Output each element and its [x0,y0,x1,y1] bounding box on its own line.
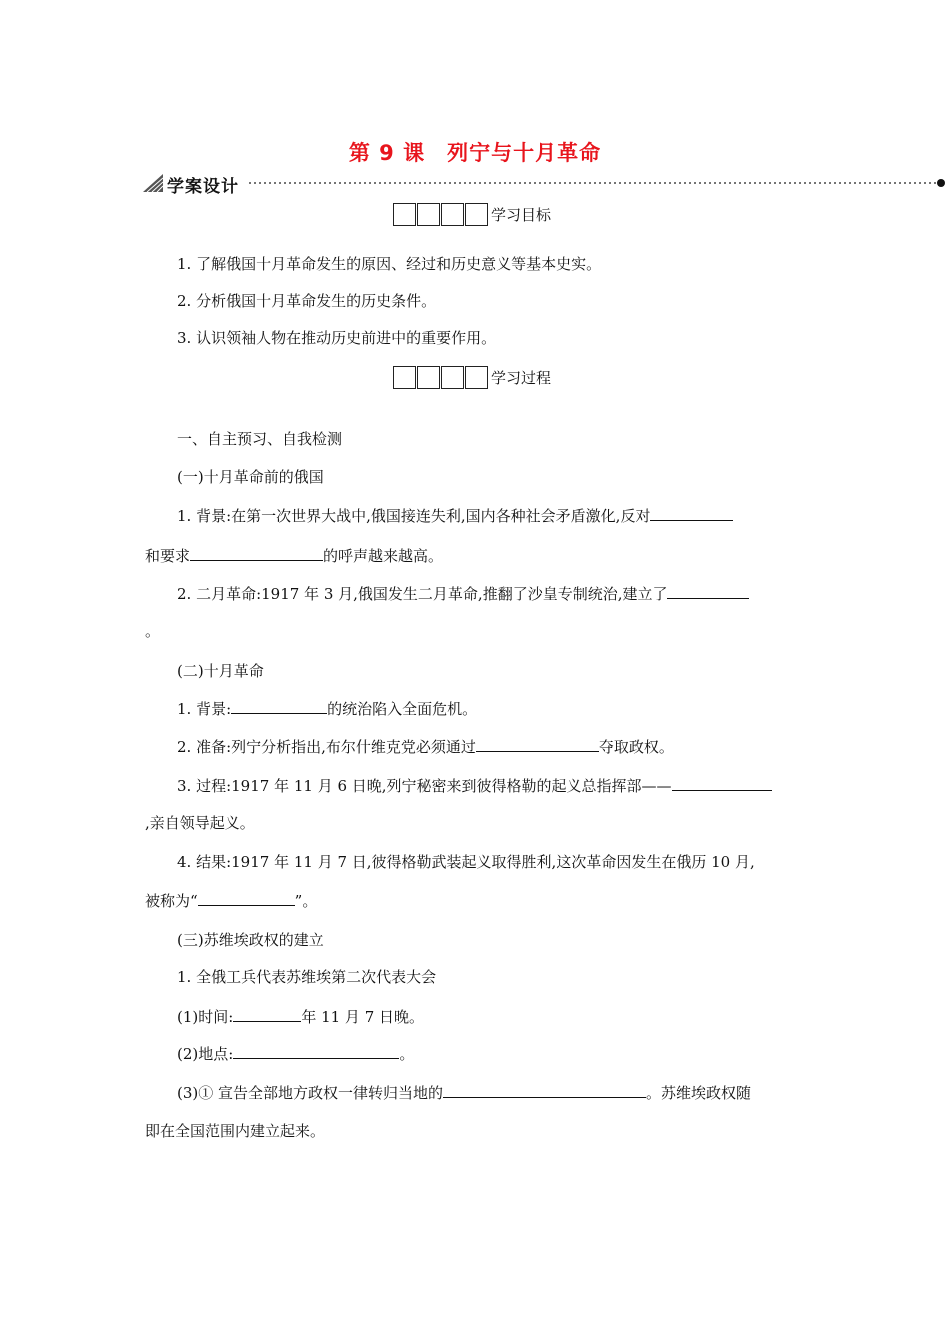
process-header-text: 学习过程 [491,368,552,387]
paragraph-line: 。 [145,622,161,640]
process-header [393,364,551,390]
paragraph-line [177,583,749,604]
goal-item: 3. 认识领袖人物在推动历史前进中的重要作用。 [177,329,497,347]
paragraph-line [145,545,443,566]
paragraph-line [177,736,674,757]
paragraph-text: ”。 [294,892,318,910]
fill-blank[interactable] [233,1006,301,1022]
banner-triangle-icon [143,174,163,192]
header-boxes [393,203,489,226]
part-heading: 一、自主预习、自我检测 [177,430,343,448]
fill-blank[interactable] [650,505,733,521]
paragraph-line: 1. 全俄工兵代表苏维埃第二次代表大会 [177,968,437,986]
paragraph-line [145,890,317,911]
paragraph-line [177,1082,751,1103]
paragraph-text: 。苏维埃政权随 [646,1084,752,1102]
goals-header-text: 学习目标 [491,205,552,224]
fill-blank[interactable] [190,545,323,561]
paragraph-line [177,698,477,719]
subsection-heading: (三)苏维埃政权的建立 [177,931,324,949]
section-banner [143,172,948,196]
paragraph-text: 的呼声越来越高。 [323,547,444,565]
fill-blank[interactable] [443,1082,646,1098]
subsection-heading: (一)十月革命前的俄国 [177,468,324,486]
paragraph-line: ,亲自领导起义。 [145,814,255,832]
paragraph-text: 2. 准备:列宁分析指出,布尔什维克党必须通过 [177,738,476,756]
paragraph-text: 夺取政权。 [598,738,674,756]
goal-item: 2. 分析俄国十月革命发生的历史条件。 [177,292,437,310]
goals-header [393,201,551,227]
paragraph-line [177,775,772,796]
paragraph-text: (1)时间: [177,1008,234,1026]
paragraph-text: 。 [399,1045,415,1063]
fill-blank[interactable] [231,698,327,714]
fill-blank[interactable] [667,583,749,599]
paragraph-text: 的统治陷入全面危机。 [327,700,478,718]
paragraph-text: 3. 过程:1917 年 11 月 6 日晚,列宁秘密来到彼得格勒的起义总指挥部—— [177,777,672,795]
fill-blank[interactable] [198,890,295,906]
paragraph-text: 1. 背景:在第一次世界大战中,俄国接连失利,国内各种社会矛盾激化,反对 [177,507,651,525]
paragraph-line [177,1006,424,1027]
header-boxes [393,366,489,389]
paragraph-text: 1. 背景: [177,700,232,718]
paragraph-line [177,505,733,526]
dotted-rule [249,176,947,190]
fill-blank[interactable] [476,736,599,752]
lesson-title: 第 9 课 列宁与十月革命 [348,141,602,165]
subsection-heading: (二)十月革命 [177,662,264,680]
goal-item: 1. 了解俄国十月革命发生的原因、经过和历史意义等基本史实。 [177,255,602,273]
paragraph-text: 年 11 月 7 日晚。 [301,1008,425,1026]
paragraph-text: 和要求 [145,547,191,565]
paragraph-line: 即在全国范围内建立起来。 [145,1122,326,1140]
paragraph-text: (2)地点: [177,1045,234,1063]
banner-label: 学案设计 [167,177,239,197]
paragraph-line [177,1043,414,1064]
paragraph-line: 4. 结果:1917 年 11 月 7 日,彼得格勒武装起义取得胜利,这次革命因发生在俄历 10 月, [177,853,755,871]
paragraph-text: 2. 二月革命:1917 年 3 月,俄国发生二月革命,推翻了沙皇专制统治,建立了 [177,585,668,603]
paragraph-text: 被称为“ [145,892,198,910]
paragraph-text: (3)① 宣告全部地方政权一律转归当地的 [177,1084,444,1102]
fill-blank[interactable] [233,1043,399,1059]
fill-blank[interactable] [672,775,772,791]
